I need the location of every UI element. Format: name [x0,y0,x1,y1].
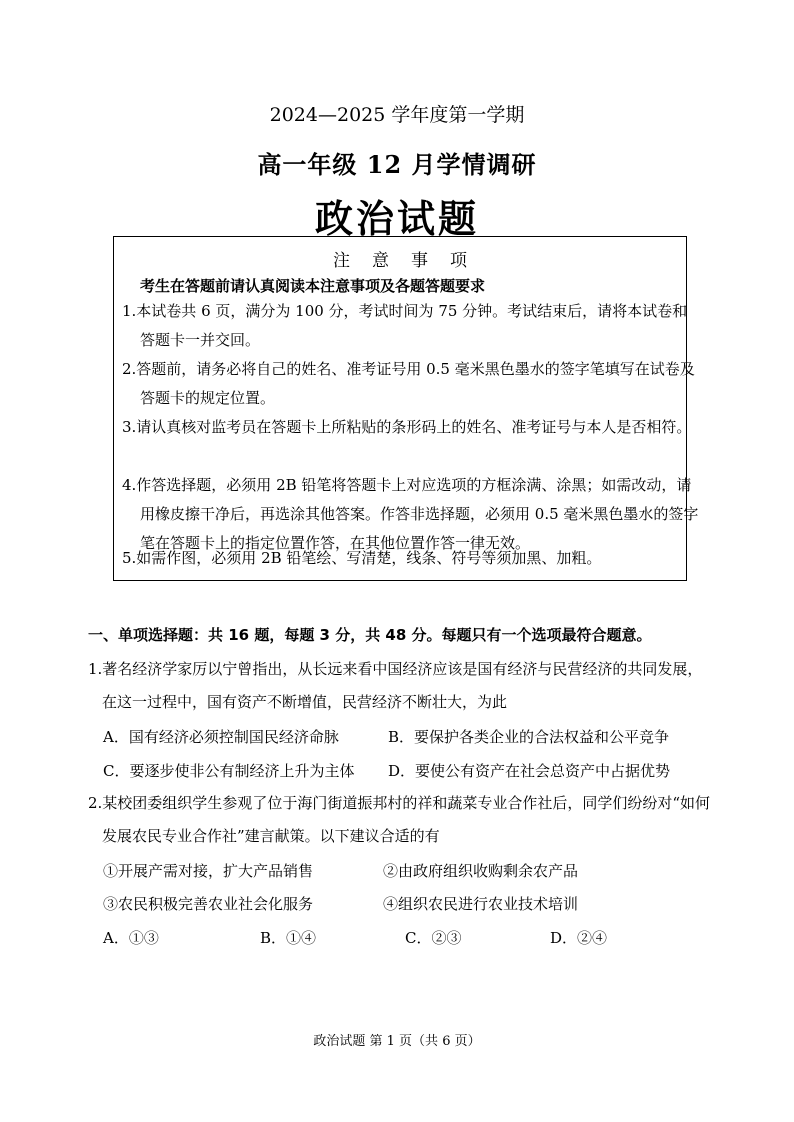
exam-term: 2024—2025 学年度第一学期 [269,104,525,126]
option: A．国有经济必须控制国民经济命脉 [103,728,339,746]
option: B．要保护各类企业的合法权益和公平竞争 [388,728,670,746]
question-stem: 1.著名经济学家厉以宁曾指出，从长远来看中国经济应该是国有经济与民营经济的共同发展，在这一过程中，国有资产不断增值，民营经济不断壮大，为此 [88,660,703,711]
statement: ③农民积极完善农业社会化服务 [103,895,314,913]
option: B．①④ [260,929,317,947]
option: D．要使公有资产在社会总资产中占据优势 [388,762,671,780]
option: D．②④ [550,929,608,947]
statement: ①开展产需对接，扩大产品销售 [103,862,314,880]
exam-name: 高一年级 12 月学情调研 [257,150,537,179]
statement: ②由政府组织收购剩余农产品 [383,862,579,880]
notice-item: 3.请认真核对监考员在答题卡上所粘贴的条形码上的姓名、准考证号与本人是否相符。 [122,418,692,436]
notice-item: 4.作答选择题，必须用 2B 铅笔将答题卡上对应选项的方框涂满、涂黑；如需改动，请用橡皮擦干净后，再选涂其他答案。作答非选择题，必须用 0.5 毫米黑色墨水的签字笔在答题卡上的指定位置作答，在其他位置作答一律无效。 [122,476,699,552]
statement: ④组织农民进行农业技术培训 [383,895,579,913]
notice-item: 5.如需作图，必须用 2B 铅笔绘、写清楚，线条、符号等须加黑、加粗。 [122,549,602,567]
option: C．②③ [405,929,462,947]
page-footer: 政治试题 第 1 页（共 6 页） [313,1034,481,1049]
option: A．①③ [103,929,159,947]
option: C．要逐步使非公有制经济上升为主体 [103,762,355,780]
notice-box [113,236,699,581]
notice-item: 1.本试卷共 6 页，满分为 100 分，考试时间为 75 分钟。考试结束后，请将本试卷和答题卡一并交回。 [122,302,688,349]
notice-subtitle: 考生在答题前请认真阅读本注意事项及各题答题要求 [140,277,486,295]
page-title: 政治试题 [314,196,479,241]
notice-title: 注意事项 [333,251,489,271]
question-stem: 2.某校团委组织学生参观了位于海门街道振邦村的祥和蔬菜专业合作社后，同学们纷纷对“如何发展农民专业合作社”建言献策。以下建议合适的有 [88,794,710,845]
notice-item: 2.答题前，请务必将自己的姓名、准考证号用 0.5 毫米黑色墨水的签字笔填写在试卷及答题卡的规定位置。 [122,360,695,407]
section-title: 一、单项选择题：共 16 题，每题 3 分，共 48 分。每题只有一个选项最符合题意。 [88,626,652,644]
